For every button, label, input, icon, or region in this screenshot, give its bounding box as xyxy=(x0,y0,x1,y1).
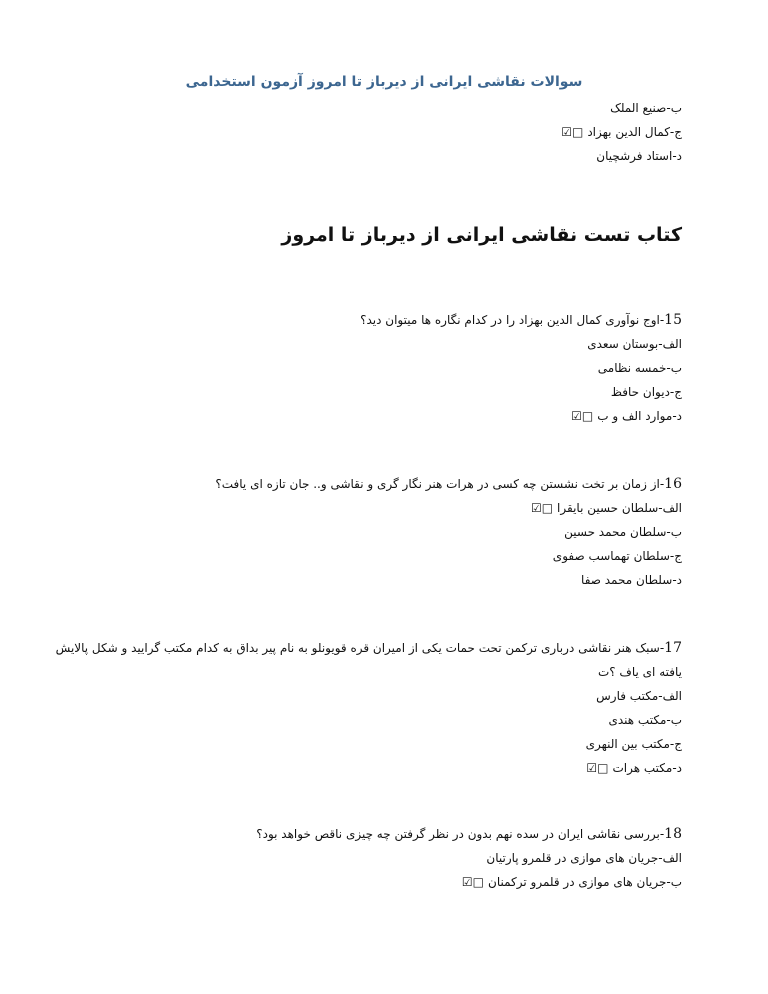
option-text: ج-مکتب بین النهری xyxy=(585,737,682,751)
option-line xyxy=(82,144,682,168)
previous-question-options xyxy=(82,96,682,168)
option-line xyxy=(82,332,682,356)
question-number: 16 xyxy=(664,476,682,492)
option-line xyxy=(14,732,682,756)
option-text: ب-جریان های موازی در قلمرو ترکمنان xyxy=(488,875,682,889)
question-text: -اوج نوآوری کمال الدین بهزاد را در کدام نگاره ها میتوان دید؟ xyxy=(360,313,665,327)
question-text: -از زمان بر تخت نشستن چه کسی در هرات هنر نگار گری و نقاشی و.. جان تازه ای یافت؟ xyxy=(215,477,665,491)
option-text: د-سلطان محمد صفا xyxy=(581,573,682,587)
option-text: ب-مکتب هندی xyxy=(608,713,682,727)
checkbox-checked-icon: □☑ xyxy=(586,761,609,775)
option-line xyxy=(82,544,682,568)
checkbox-checked-icon: □☑ xyxy=(571,409,594,423)
running-header-title: سوالات نقاشی ایرانی از دیرباز تا امروز آزمون استخدامی xyxy=(185,74,583,90)
option-text: الف-مکتب فارس xyxy=(596,689,682,703)
checkbox-checked-icon: □☑ xyxy=(461,875,485,889)
option-line xyxy=(82,870,682,894)
question-number: 18 xyxy=(664,826,682,842)
question-line xyxy=(82,822,682,846)
checkbox-checked-icon: □☑ xyxy=(561,125,584,139)
option-line xyxy=(82,356,682,380)
question-text: -سبک هنر نقاشی درباری ترکمن تحت حمات یکی از امیران قره قویونلو به نام پیر بداق به کدام مکتب گرایید و شکل پالایش xyxy=(55,641,665,655)
option-text: ج-دیوان حافظ xyxy=(610,385,682,399)
option-text: الف-سلطان حسین بایقرا xyxy=(557,501,682,515)
option-line xyxy=(14,708,682,732)
option-text: د-موارد الف و ب xyxy=(597,409,682,423)
option-text: ب-سلطان محمد حسین xyxy=(564,525,682,539)
option-line xyxy=(82,96,682,120)
question-line xyxy=(82,472,682,496)
option-line xyxy=(82,120,682,144)
question-18 xyxy=(82,822,682,894)
book-title: کتاب تست نقاشی ایرانی از دیرباز تا امروز xyxy=(281,224,682,246)
option-line xyxy=(14,684,682,708)
option-line xyxy=(82,520,682,544)
option-line xyxy=(82,404,682,428)
question-number: 17 xyxy=(664,640,682,656)
option-text: ج-سلطان تهماسب صفوی xyxy=(552,549,682,563)
option-line xyxy=(82,380,682,404)
option-text: ج-کمال الدین بهزاد xyxy=(587,125,682,139)
question-line xyxy=(82,308,682,332)
option-line xyxy=(82,846,682,870)
question-15 xyxy=(82,308,682,428)
option-text: د-مکتب هرات xyxy=(612,761,682,775)
question-line xyxy=(14,636,682,660)
question-16 xyxy=(82,472,682,592)
question-17 xyxy=(14,636,682,780)
option-line xyxy=(82,496,682,520)
option-text: الف-جریان های موازی در قلمرو پارتیان xyxy=(486,851,682,865)
question-text: -بررسی نقاشی ایران در سده نهم بدون در نظر گرفتن چه چیزی ناقص خواهد بود؟ xyxy=(256,827,665,841)
option-line xyxy=(82,568,682,592)
option-text: الف-بوستان سعدی xyxy=(587,337,682,351)
option-line xyxy=(14,756,682,780)
question-number: 15 xyxy=(664,312,682,328)
checkbox-checked-icon: □☑ xyxy=(530,501,554,515)
option-text: ب-خمسه نظامی xyxy=(597,361,682,375)
option-text: د-استاد فرشچیان xyxy=(596,149,682,163)
option-text: ب-صنیع الملک xyxy=(610,101,682,115)
question-continuation: یافته ای یاف ؟ت xyxy=(597,665,682,679)
